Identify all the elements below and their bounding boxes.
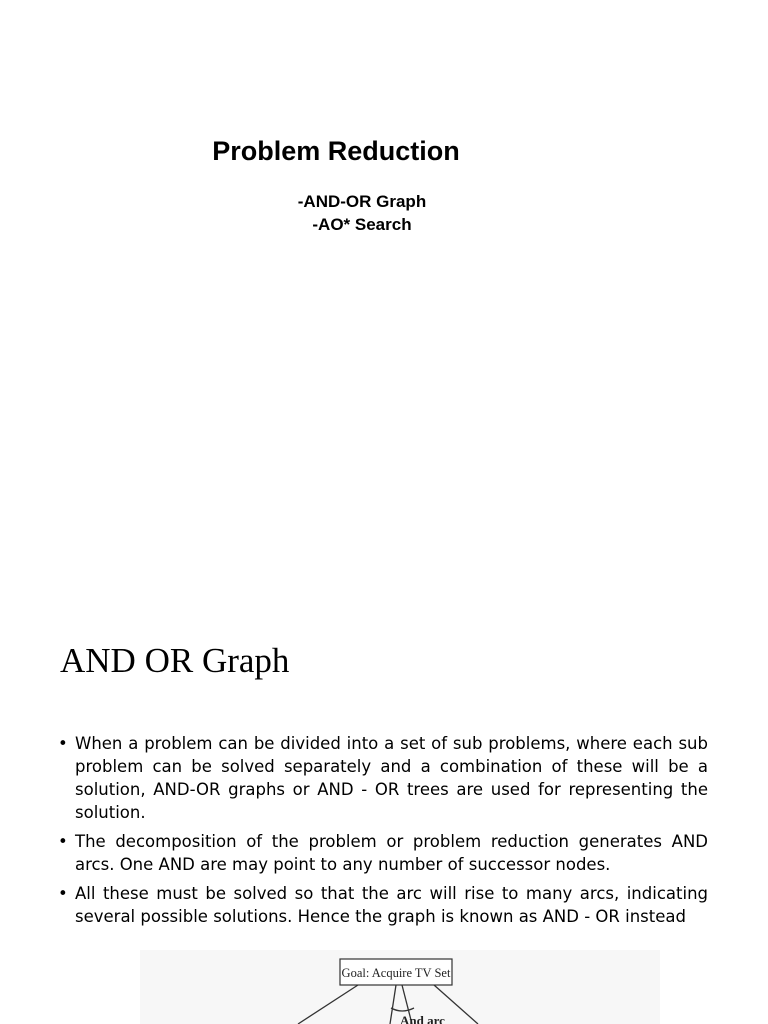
- goal-node-label: Goal: Acquire TV Set: [341, 966, 451, 980]
- bullet-item: [58, 830, 708, 876]
- subtitle-line: -AND-OR Graph: [297, 192, 427, 211]
- slide-title: Problem Reduction: [212, 136, 460, 166]
- bullet-list: [58, 732, 708, 958]
- bullet-item: [58, 882, 708, 928]
- bullet-item: [58, 732, 708, 824]
- bullet-icon: •: [58, 884, 68, 903]
- and-or-diagram: [140, 950, 660, 1024]
- subtitle-line: -AO* Search: [312, 215, 412, 234]
- bullet-text: When a problem can be divided into a set of sub problems, where each sub problem can be solved separately and a combination of these will be a solution, AND-OR graphs or AND - OR trees are used for representing the solution.: [75, 734, 708, 822]
- and-arc-label: And arc: [400, 1013, 445, 1024]
- bullet-text: The decomposition of the problem or problem reduction generates AND arcs. One AND are may point to any number of successor nodes.: [75, 832, 708, 874]
- bullet-icon: •: [58, 734, 68, 753]
- bullet-text: All these must be solved so that the arc will rise to many arcs, indicating several possible solutions. Hence the graph is known as AND - OR instead: [75, 884, 708, 926]
- bullet-icon: •: [58, 832, 68, 851]
- section-title: AND OR Graph: [60, 641, 290, 680]
